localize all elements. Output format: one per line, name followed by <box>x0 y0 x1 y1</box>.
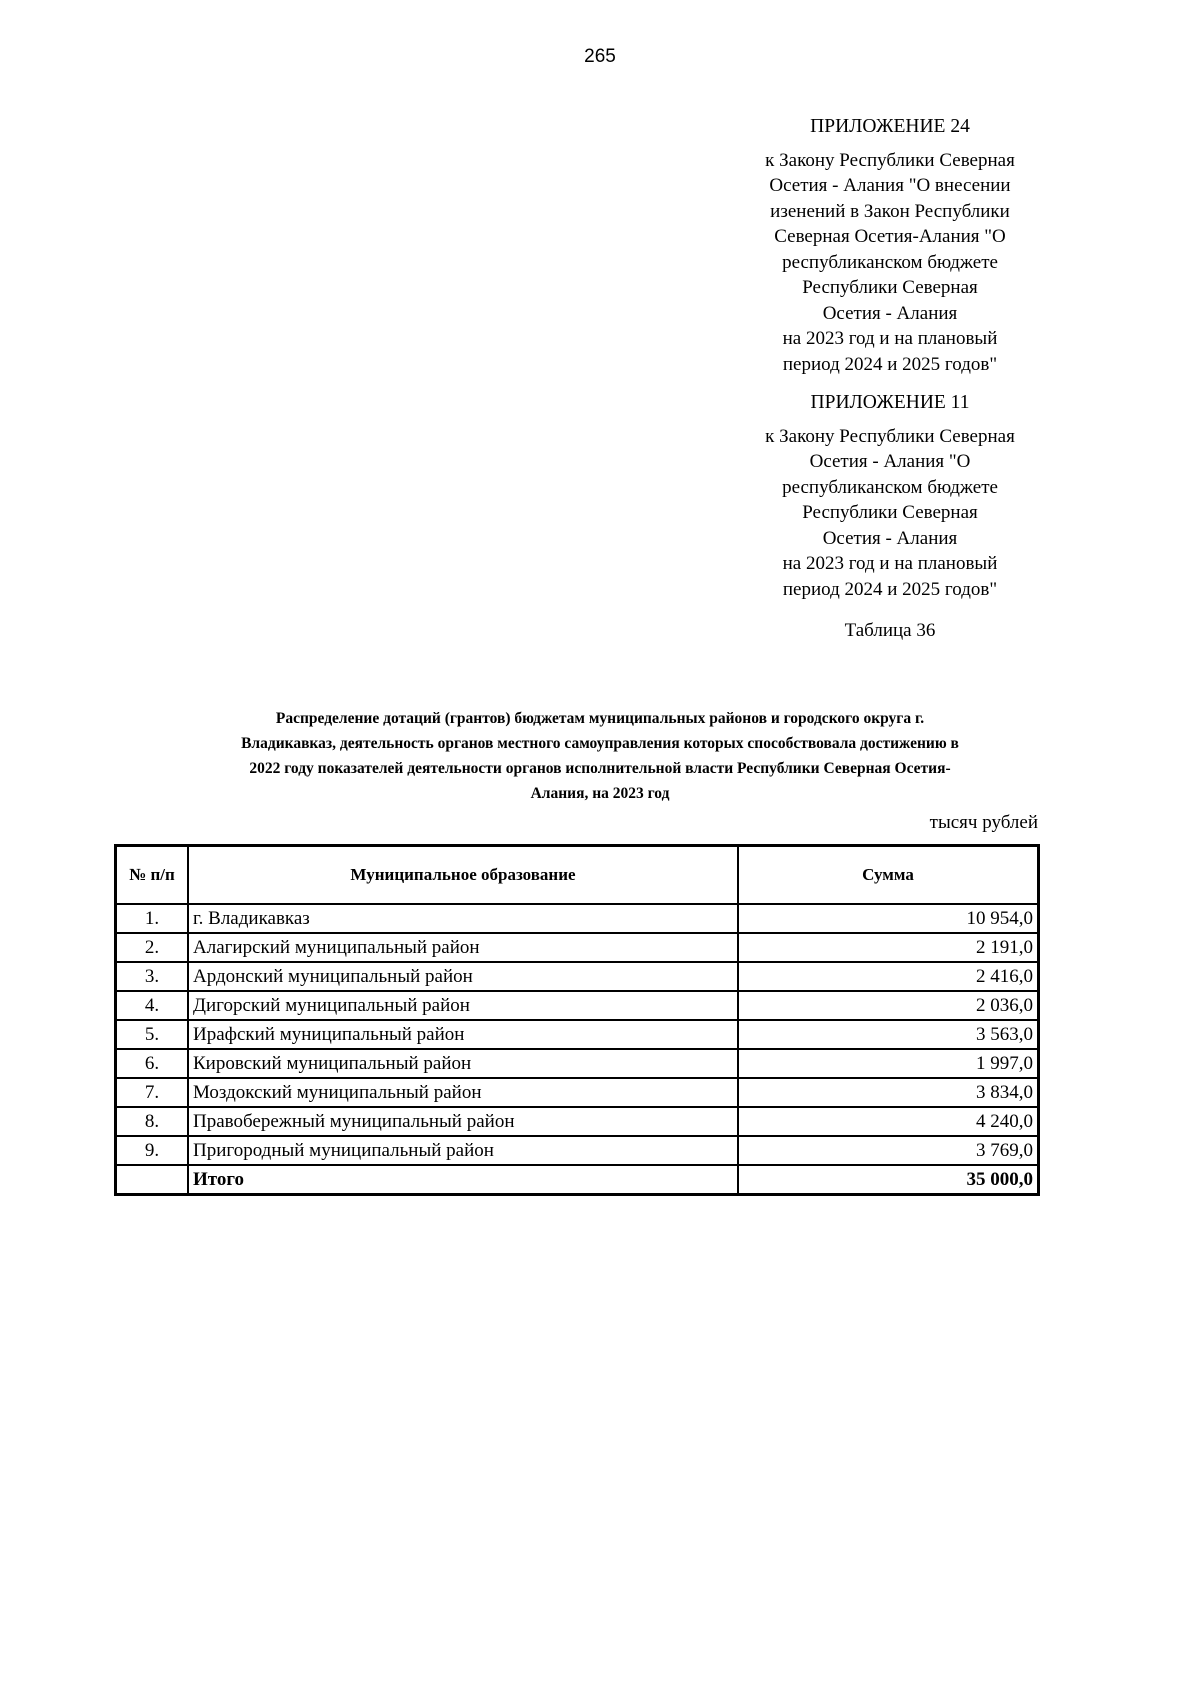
annex-11-block <box>700 390 1080 602</box>
row-municipality: Дигорский муниципальный район <box>188 991 738 1020</box>
row-number: 3. <box>116 962 189 991</box>
row-sum: 1 997,0 <box>738 1049 1039 1078</box>
table-row <box>116 1020 1039 1049</box>
annex-24-line: Осетия - Алания "О внесении <box>769 175 1011 196</box>
annex-11-line: период 2024 и 2025 годов" <box>782 578 998 600</box>
annex-24-line: Осетия - Алания <box>822 302 958 324</box>
total-label: Итого <box>188 1165 738 1195</box>
row-municipality: Пригородный муниципальный район <box>188 1136 738 1165</box>
row-sum: 3 563,0 <box>738 1020 1039 1049</box>
row-municipality: Моздокский муниципальный район <box>188 1078 738 1107</box>
row-sum: 4 240,0 <box>738 1107 1039 1136</box>
row-number: 4. <box>116 991 189 1020</box>
annex-24-line: на 2023 год и на плановый <box>782 328 998 349</box>
annex-11-line: республиканском бюджете <box>782 476 998 498</box>
table-row <box>116 962 1039 991</box>
page-number: 265 <box>584 46 616 67</box>
table-row <box>116 933 1039 962</box>
annex-11-line: Осетия - Алания <box>822 527 958 549</box>
table-row <box>116 1107 1039 1136</box>
row-municipality: Кировский муниципальный район <box>188 1049 738 1078</box>
grants-table <box>114 844 1040 1196</box>
table-row <box>116 904 1039 933</box>
total-sum: 35 000,0 <box>738 1165 1039 1195</box>
title-line: 2022 году показателей деятельности органов исполнительной власти Республики Северная Осетия- <box>249 760 951 777</box>
row-number: 1. <box>116 904 189 933</box>
table-row <box>116 1049 1039 1078</box>
table-row <box>116 1136 1039 1165</box>
annex-24-line: период 2024 и 2025 годов" <box>782 353 998 375</box>
title-line: Владикавказ, деятельность органов местного самоуправления которых способствовала достижению в <box>241 735 959 752</box>
row-number: 5. <box>116 1020 189 1049</box>
annex-11-title: ПРИЛОЖЕНИЕ 11 <box>810 392 970 413</box>
row-municipality: Ардонский муниципальный район <box>188 962 738 991</box>
row-municipality: Ирафский муниципальный район <box>188 1020 738 1049</box>
annex-24-title: ПРИЛОЖЕНИЕ 24 <box>810 116 970 137</box>
row-sum: 10 954,0 <box>738 904 1039 933</box>
row-sum: 2 416,0 <box>738 962 1039 991</box>
annex-24-block <box>700 114 1080 377</box>
annex-24-line: Северная Осетия-Алания "О <box>774 226 1006 247</box>
annex-24-line: Республики Северная <box>802 277 978 298</box>
row-number: 8. <box>116 1107 189 1136</box>
row-municipality: г. Владикавказ <box>188 904 738 933</box>
row-number: 9. <box>116 1136 189 1165</box>
row-number: 6. <box>116 1049 189 1078</box>
annex-11-line: на 2023 год и на плановый <box>782 553 998 574</box>
annex-11-line: к Закону Республики Северная <box>765 425 1015 447</box>
document-title <box>160 706 1040 806</box>
row-sum: 3 769,0 <box>738 1136 1039 1165</box>
total-number <box>116 1165 189 1195</box>
annex-11-line: Осетия - Алания "О <box>809 451 971 472</box>
row-municipality: Алагирский муниципальный район <box>188 933 738 962</box>
row-number: 7. <box>116 1078 189 1107</box>
annex-24-line: изенений в Закон Республики <box>770 200 1010 222</box>
title-line: Алания, на 2023 год <box>530 785 670 802</box>
header-municipality: Муниципальное образование <box>188 846 738 905</box>
header-sum: Сумма <box>738 846 1039 905</box>
table-caption: Таблица 36 <box>844 620 936 641</box>
units-label: тысяч рублей <box>929 812 1038 833</box>
row-sum: 2 191,0 <box>738 933 1039 962</box>
table-row <box>116 991 1039 1020</box>
annex-11-line: Республики Северная <box>802 502 978 523</box>
row-sum: 2 036,0 <box>738 991 1039 1020</box>
row-municipality: Правобережный муниципальный район <box>188 1107 738 1136</box>
table-row <box>116 1078 1039 1107</box>
annex-24-line: республиканском бюджете <box>782 251 998 273</box>
row-number: 2. <box>116 933 189 962</box>
header-number: № п/п <box>116 846 189 905</box>
table-header-row <box>116 846 1039 905</box>
row-sum: 3 834,0 <box>738 1078 1039 1107</box>
title-line: Распределение дотаций (грантов) бюджетам муниципальных районов и городского округа г. <box>275 710 925 727</box>
annex-24-line: к Закону Республики Северная <box>765 149 1015 171</box>
table-total-row <box>116 1165 1039 1195</box>
